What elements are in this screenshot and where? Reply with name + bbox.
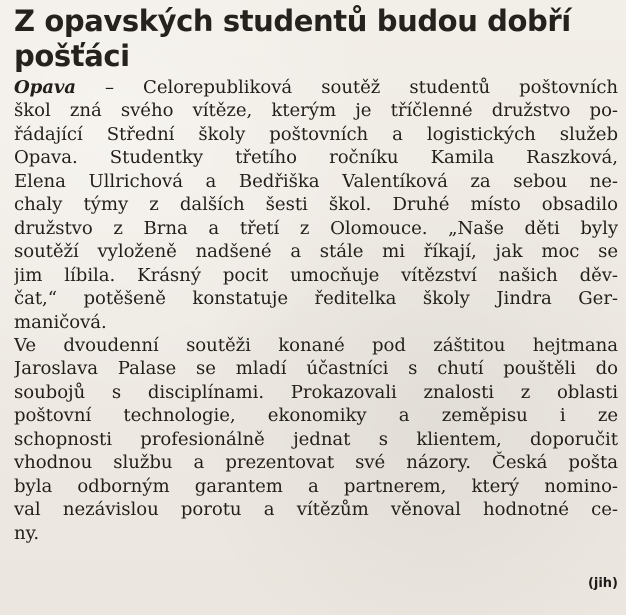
body-line-19: val nezávislou porotu a vítězům věnoval hodnotné ce- — [14, 499, 618, 521]
body-line-20: ny. — [14, 522, 40, 544]
headline — [14, 4, 614, 74]
body-line-10: čat,“ potěšeně konstatuje ředitelka školy Jindra Ger- — [14, 288, 618, 310]
article-body — [14, 76, 618, 545]
body-line-8: soutěží vyloženě nadšené a stále mi říkají, jak moc se — [14, 241, 618, 263]
body-line-3: řádající Střední školy poštovních a logistických služeb — [14, 123, 618, 145]
body-line-2: škol zná svého vítěze, kterým je tříčlenné družstvo po- — [14, 100, 618, 122]
body-line-17: vhodnou službu a prezentovat své názory. Česká pošta — [14, 452, 618, 474]
body-line-1 — [14, 76, 618, 99]
body-line-11: maničová. — [14, 311, 107, 333]
body-line-1-text: – Celorepubliková soutěž studentů poštovních — [104, 77, 618, 98]
body-line-18: byla odborným garantem a partnerem, který nomino- — [14, 475, 618, 497]
body-line-9: jim líbila. Krásný pocit umocňuje vítězství našich děv- — [14, 264, 618, 286]
body-line-6: chaly týmy z dalších šesti škol. Druhé místo obsadilo — [14, 194, 618, 216]
body-line-5: Elena Ullrichová a Bedřiška Valentíková za sebou ne- — [14, 170, 618, 192]
headline-line-1: Z opavských studentů budou dobří — [14, 4, 571, 38]
body-line-16: schopnosti profesionálně jednat s klientem, doporučit — [14, 428, 618, 450]
body-line-13: Jaroslava Palase se mladí účastníci s chutí pouštěli do — [14, 358, 618, 380]
body-line-14: soubojů s disciplínami. Prokazovali znalosti z oblasti — [14, 381, 618, 403]
headline-line-2: pošťáci — [14, 39, 130, 73]
body-line-15: poštovní technologie, ekonomiky a zeměpisu i ze — [14, 405, 618, 427]
body-line-4: Opava. Studentky třetího ročníku Kamila Raszková, — [14, 147, 618, 169]
author-tag: (jih) — [587, 576, 618, 591]
dateline: Opava — [14, 77, 76, 98]
body-line-7: družstvo z Brna a třetí z Olomouce. „Naše děti byly — [14, 217, 618, 239]
body-line-12: Ve dvoudenní soutěži konané pod záštitou hejtmana — [14, 334, 618, 356]
